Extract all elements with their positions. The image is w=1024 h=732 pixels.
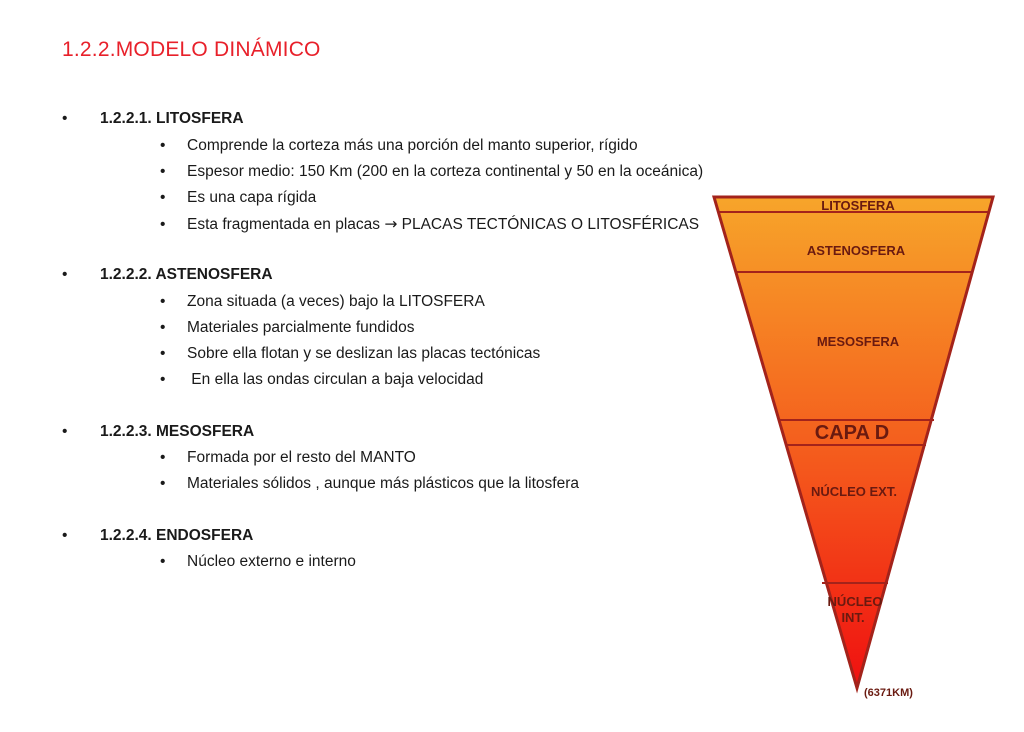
layer-label-capa-d: CAPA D bbox=[814, 422, 890, 444]
list-item: • Espesor medio: 150 Km (200 en la corteza continental y 50 en la oceánica) bbox=[160, 163, 704, 180]
layer-label-astenosfera: ASTENOSFERA bbox=[806, 243, 906, 258]
depth-label: (6371KM) bbox=[864, 687, 913, 699]
list-item: • Materiales parcialmente fundidos bbox=[160, 319, 415, 336]
layer-label-nucleo-ext: NÚCLEO EXT. bbox=[811, 484, 897, 499]
list-item: • Zona situada (a veces) bajo la LITOSFERA bbox=[160, 293, 485, 310]
section-title: 1.2.2.1. LITOSFERA bbox=[100, 110, 244, 127]
layer-label-mesosfera: MESOSFERA bbox=[816, 334, 900, 349]
bullet: • bbox=[62, 266, 68, 283]
slide-title: 1.2.2.MODELO DINÁMICO bbox=[62, 38, 321, 61]
list-item: • En ella las ondas circulan a baja velocidad bbox=[160, 371, 484, 388]
list-item: • Núcleo externo e interno bbox=[160, 553, 356, 570]
bullet: • bbox=[62, 527, 68, 544]
section-title: 1.2.2.3. MESOSFERA bbox=[100, 423, 255, 440]
list-item: • Formada por el resto del MANTO bbox=[160, 449, 416, 466]
layer-label-litosfera: LITOSFERA bbox=[821, 198, 895, 213]
bullet: • bbox=[62, 423, 68, 440]
list-item: • Esta fragmentada en placas → PLACAS TECTÓNICAS O LITOSFÉRICAS bbox=[160, 215, 700, 233]
section-title: 1.2.2.4. ENDOSFERA bbox=[100, 527, 254, 544]
section-title: 1.2.2.2. ASTENOSFERA bbox=[100, 266, 273, 283]
list-item: • Sobre ella flotan y se deslizan las placas tectónicas bbox=[160, 345, 541, 362]
list-item: • Es una capa rígida bbox=[160, 189, 317, 206]
bullet: • bbox=[62, 110, 68, 127]
list-item: • Comprende la corteza más una porción del manto superior, rígido bbox=[160, 137, 638, 154]
layer-label-nucleo-int-2: INT. bbox=[841, 610, 865, 625]
arrow-right-icon: → bbox=[384, 215, 398, 233]
layer-label-nucleo-int-1: NÚCLEO bbox=[827, 594, 883, 609]
list-item: • Materiales sólidos , aunque más plásticos que la litosfera bbox=[160, 475, 580, 492]
